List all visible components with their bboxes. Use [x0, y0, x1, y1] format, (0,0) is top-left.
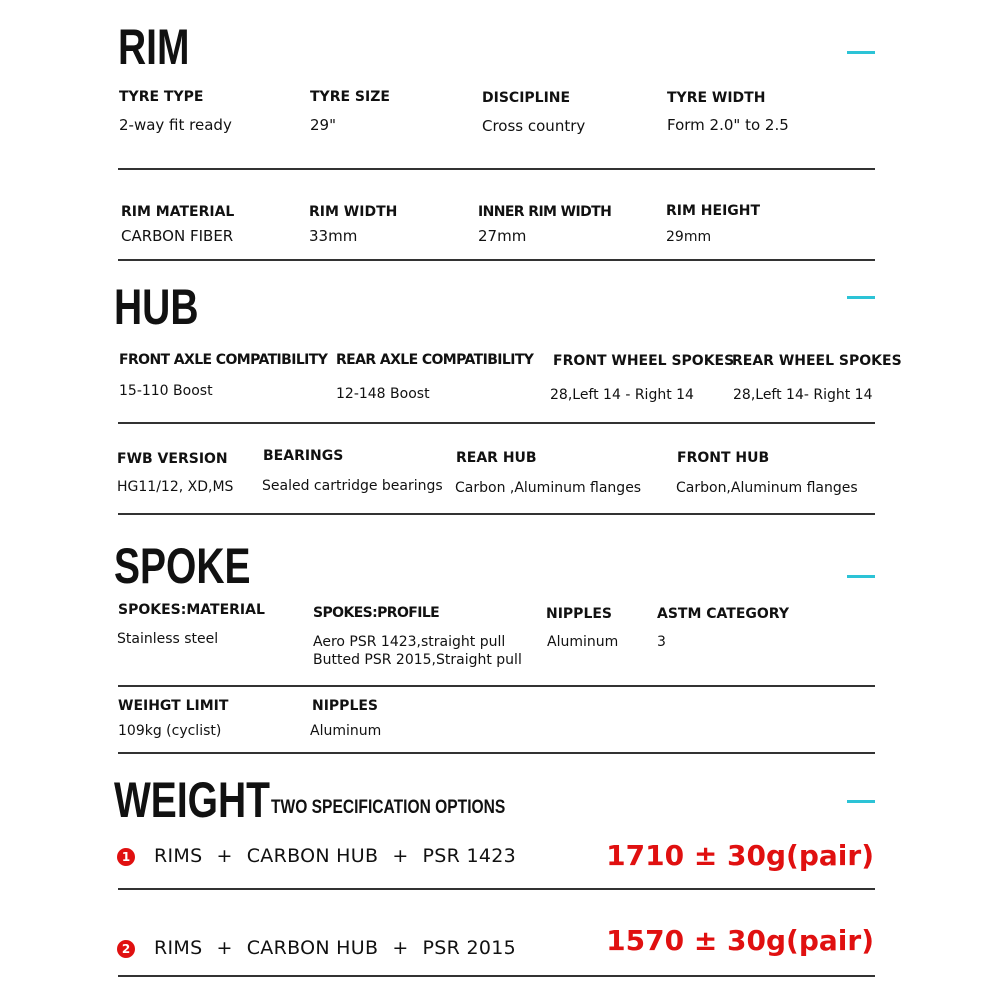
spec-value-front-axle: 15-110 Boost — [119, 383, 213, 399]
option-part-hub: CARBON HUB — [246, 937, 379, 959]
plus-sign: + — [392, 937, 409, 959]
spec-value-rear-wheel-spokes: 28,Left 14- Right 14 — [733, 387, 873, 403]
spec-value-discipline: Cross country — [482, 117, 586, 135]
spec-value-spokes-material: Stainless steel — [117, 631, 219, 647]
spec-label-fwb-version: FWB VERSION — [117, 451, 228, 467]
plus-sign: + — [216, 845, 233, 867]
spec-label-weight-limit: WEIHGT LIMIT — [118, 698, 229, 714]
divider — [118, 975, 875, 977]
spec-value-front-hub: Carbon,Aluminum flanges — [676, 480, 858, 496]
spec-value-rim-material: CARBON FIBER — [121, 227, 234, 245]
spec-label-rim-height: RIM HEIGHT — [666, 203, 761, 219]
option-1-weight: 1710 ± 30g(pair) — [606, 839, 874, 872]
option-2-components — [154, 937, 516, 959]
option-1-components — [154, 845, 516, 867]
spec-label-front-hub: FRONT HUB — [677, 450, 770, 466]
spec-value-rear-hub: Carbon ,Aluminum flanges — [455, 480, 642, 496]
spec-label-bearings: BEARINGS — [263, 448, 344, 464]
spec-label-rear-hub: REAR HUB — [456, 450, 537, 466]
spec-label-discipline: DISCIPLINE — [482, 90, 571, 106]
plus-sign: + — [216, 937, 233, 959]
spec-value-rear-axle: 12-148 Boost — [336, 386, 430, 402]
divider — [118, 752, 875, 754]
spec-label-nipples-2: NIPPLES — [312, 698, 379, 714]
spec-label-rim-material: RIM MATERIAL — [121, 204, 235, 220]
spec-label-spokes-profile: SPOKES:PROFILE — [313, 605, 440, 621]
spec-label-rear-wheel-spokes: REAR WHEEL SPOKES — [732, 353, 902, 369]
rim-accent-dash — [847, 51, 875, 54]
option-part-spokes: PSR 2015 — [422, 937, 517, 959]
spec-label-front-wheel-spokes: FRONT WHEEL SPOKES — [553, 353, 735, 369]
spec-label-rim-width: RIM WIDTH — [309, 204, 398, 220]
spoke-accent-dash — [847, 575, 875, 578]
weight-section-title: WEIGHT — [114, 772, 270, 828]
spec-value-weight-limit: 109kg (cyclist) — [118, 723, 222, 739]
spoke-section-title: SPOKE — [114, 538, 251, 594]
spec-value-spokes-profile-2: Butted PSR 2015,Straight pull — [313, 652, 522, 668]
spec-value-nipples: Aluminum — [547, 634, 619, 650]
spec-label-nipples: NIPPLES — [546, 606, 613, 622]
spec-label-spokes-material: SPOKES:MATERIAL — [118, 602, 265, 618]
spec-label-rear-axle: REAR AXLE COMPATIBILITY — [336, 352, 534, 368]
rim-section-title: RIM — [118, 19, 190, 75]
option-number-badge: 1 — [117, 848, 135, 866]
spec-label-front-axle: FRONT AXLE COMPATIBILITY — [119, 352, 328, 368]
spec-value-astm-category: 3 — [657, 634, 666, 650]
option-part-spokes: PSR 1423 — [422, 845, 517, 867]
divider — [118, 888, 875, 890]
option-number-badge: 2 — [117, 940, 135, 958]
spec-label-tyre-size: TYRE SIZE — [310, 89, 390, 105]
spec-value-tyre-type: 2-way fit ready — [119, 116, 232, 134]
spec-label-astm-category: ASTM CATEGORY — [657, 606, 789, 622]
divider — [118, 422, 875, 424]
spec-value-fwb-version: HG11/12, XD,MS — [117, 479, 234, 495]
weight-accent-dash — [847, 800, 875, 803]
spec-label-tyre-width: TYRE WIDTH — [667, 90, 766, 106]
divider — [118, 168, 875, 170]
plus-sign: + — [392, 845, 409, 867]
spec-value-tyre-width: Form 2.0" to 2.5 — [667, 116, 789, 134]
divider — [118, 259, 875, 261]
spec-value-inner-rim-width: 27mm — [478, 227, 527, 245]
option-part-rims: RIMS — [154, 845, 203, 867]
option-part-hub: CARBON HUB — [246, 845, 379, 867]
spec-label-tyre-type: TYRE TYPE — [119, 89, 204, 105]
option-part-rims: RIMS — [154, 937, 203, 959]
spec-value-rim-width: 33mm — [309, 227, 358, 245]
spec-value-front-wheel-spokes: 28,Left 14 - Right 14 — [550, 387, 694, 403]
hub-accent-dash — [847, 296, 875, 299]
spec-value-nipples-2: Aluminum — [310, 723, 382, 739]
hub-section-title: HUB — [114, 279, 199, 335]
option-2-weight: 1570 ± 30g(pair) — [606, 924, 874, 957]
spec-value-spokes-profile-1: Aero PSR 1423,straight pull — [313, 634, 506, 650]
spec-label-inner-rim-width: INNER RIM WIDTH — [478, 204, 612, 220]
spec-value-rim-height: 29mm — [666, 229, 712, 245]
spec-value-bearings: Sealed cartridge bearings — [262, 478, 443, 494]
weight-subtitle: TWO SPECIFICATION OPTIONS — [271, 797, 506, 818]
divider — [118, 685, 875, 687]
divider — [118, 513, 875, 515]
spec-value-tyre-size: 29" — [310, 116, 336, 134]
